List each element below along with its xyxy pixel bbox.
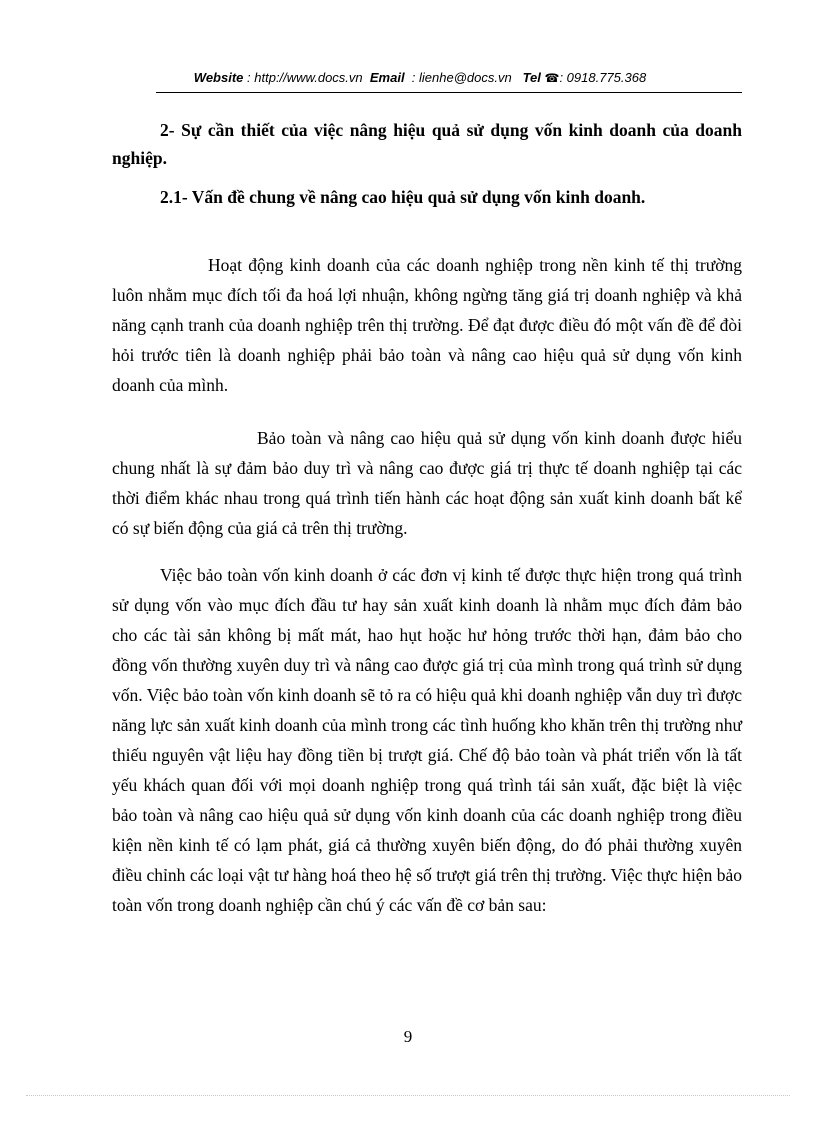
tel-label: Tel — [522, 70, 541, 85]
website-value: : http://www.docs.vn — [247, 70, 363, 85]
subsection-heading: 2.1- Vấn đề chung về nâng cao hiệu quả sử dụng vốn kinh doanh. — [160, 187, 646, 207]
email-value: : lienhe@docs.vn — [411, 70, 512, 85]
paragraph-2: Bảo toàn và nâng cao hiệu quả sử dụng vốn kinh doanh được hiểu chung nhất là sự đảm bảo duy trì và nâng cao được giá trị thực tế doanh nghiệp tại các thời điểm khác nhau trong quá trình tiến hành các hoạt động sản xuất kinh doanh bất kể có sự biến động của giá cả trên thị trường. — [112, 428, 742, 538]
paragraph-3: Việc bảo toàn vốn kinh doanh ở các đơn vị kinh tế được thực hiện trong quá trình sử dụng vốn vào mục đích đầu tư hay sản xuất kinh doanh là nhằm mục đích đảm bảo cho các tài sản không bị mất mát, hao hụt hoặc hư hỏng trước thời hạn, đảm bảo cho đồng vốn thường xuyên duy trì và nâng cao được giá trị của mình trong quá trình sử dụng vốn. Việc bảo toàn vốn kinh doanh sẽ tỏ ra có hiệu quả khi doanh nghiệp vẫn duy trì được năng lực sản xuất kinh doanh của mình trong các tình huống kho khăn trên thị trường như thiếu nguyên vật liệu hay đồng tiền bị trượt giá. Chế độ bảo toàn và phát triển vốn là tất yếu khách quan đối với mọi doanh nghiệp trong quá trình tái sản xuất, đặc biệt là việc bảo toàn và nâng cao hiệu quả sử dụng vốn kinh doanh của các doanh nghiệp trong điều kiện nền kinh tế có lạm phát, giá cả thường xuyên biến động, do đó phải thường xuyên điều chỉnh các loại vật tư hàng hoá theo hệ số trượt giá trên thị trường. Việc thực hiện bảo toàn vốn trong doanh nghiệp cần chú ý các vấn đề cơ bản sau: — [112, 565, 742, 915]
header-divider — [156, 92, 742, 93]
tel-value: : 0918.775.368 — [559, 70, 647, 85]
footer-divider — [26, 1095, 790, 1096]
website-label: Website — [193, 70, 244, 85]
page-header — [160, 70, 680, 92]
section-heading: 2- Sự cần thiết của việc nâng hiệu quả sử dụng vốn kinh doanh của doanh nghiệp. — [112, 120, 742, 168]
page-number: 9 — [403, 1027, 413, 1046]
paragraph-1: Hoạt động kinh doanh của các doanh nghiệp trong nền kinh tế thị trường luôn nhằm mục đích tối đa hoá lợi nhuận, không ngừng tăng giá trị doanh nghiệp và khả năng cạnh tranh của doanh nghiệp trên thị trường. Để đạt được điều đó một vấn đề để đòi hỏi trước tiên là doanh nghiệp phải bảo toàn và nâng cao hiệu quả sử dụng vốn kinh doanh của mình. — [112, 255, 742, 395]
email-label: Email — [369, 70, 405, 85]
phone-icon: ☎ — [544, 71, 560, 85]
